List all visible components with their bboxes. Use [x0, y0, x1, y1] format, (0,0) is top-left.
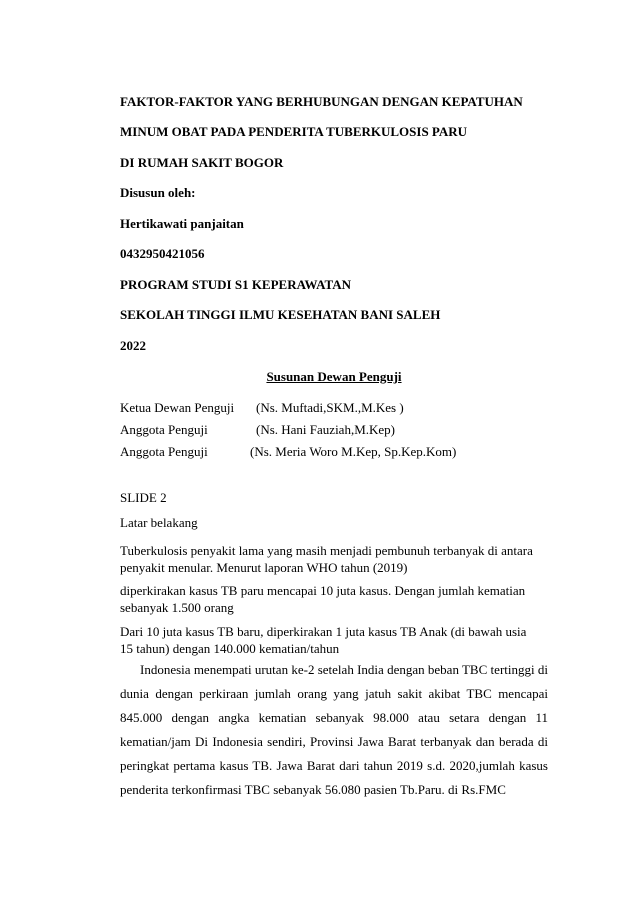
board-member-name: (Ns. Meria Woro M.Kep, Sp.Kep.Kom)	[250, 444, 457, 459]
board-member-row	[120, 422, 395, 438]
board-member-role: Anggota Penguji	[120, 444, 208, 459]
paragraph: diperkirakan kasus TB paru mencapai 10 juta kasus. Dengan jumlah kematian sebanyak 1.500 orang	[120, 583, 526, 615]
board-member-row	[120, 400, 404, 416]
board-member-name: (Ns. Muftadi,SKM.,M.Kes )	[256, 400, 404, 415]
title-line-1: FAKTOR-FAKTOR YANG BERHUBUNGAN DENGAN KEPATUHAN	[120, 94, 523, 109]
board-heading: Susunan Dewan Penguji	[266, 369, 402, 384]
student-id: 0432950421056	[120, 246, 205, 261]
board-member-role: Anggota Penguji	[120, 422, 208, 437]
paragraph: Tuberkulosis penyakit lama yang masih menjadi pembunuh terbanyak di antara penyakit menular. Menurut laporan WHO tahun (2019)	[120, 543, 533, 575]
title-line-2: MINUM OBAT PADA PENDERITA TUBERKULOSIS PARU	[120, 124, 468, 139]
board-member-role: Ketua Dewan Penguji	[120, 400, 235, 415]
board-member-name: (Ns. Hani Fauziah,M.Kep)	[256, 422, 395, 437]
author-name: Hertikawati panjaitan	[120, 216, 244, 231]
title-line-3: DI RUMAH SAKIT BOGOR	[120, 155, 284, 170]
program-name: PROGRAM STUDI S1 KEPERAWATAN	[120, 277, 352, 292]
justified-paragraph: Indonesia menempati urutan ke-2 setelah India dengan beban TBC tertinggi di dunia dengan perkiraan jumlah orang yang jatuh sakit akibat TBC mencapai 845.000 dengan angka kematian sebanyak 98.000 atau setara dengan 11 kematian/jam Di Indonesia sendiri, Provinsi Jawa Barat terbanyak dan berada di peringkat pertama kasus TB. Jawa Barat dari tahun 2019 s.d. 2020,jumlah kasus penderita terkonfirmasi TBC sebanyak 56.080 pasien Tb.Paru. di Rs.FMC	[120, 662, 548, 797]
section-heading: Latar belakang	[120, 515, 198, 530]
board-member-row	[120, 444, 457, 460]
year: 2022	[120, 338, 146, 353]
slide-label: SLIDE 2	[120, 490, 167, 505]
author-label: Disusun oleh:	[120, 185, 196, 200]
school-name: SEKOLAH TINGGI ILMU KESEHATAN BANI SALEH	[120, 307, 441, 322]
paragraph: Dari 10 juta kasus TB baru, diperkirakan 1 juta kasus TB Anak (di bawah usia 15 tahun) dengan 140.000 kematian/tahun	[120, 624, 527, 656]
